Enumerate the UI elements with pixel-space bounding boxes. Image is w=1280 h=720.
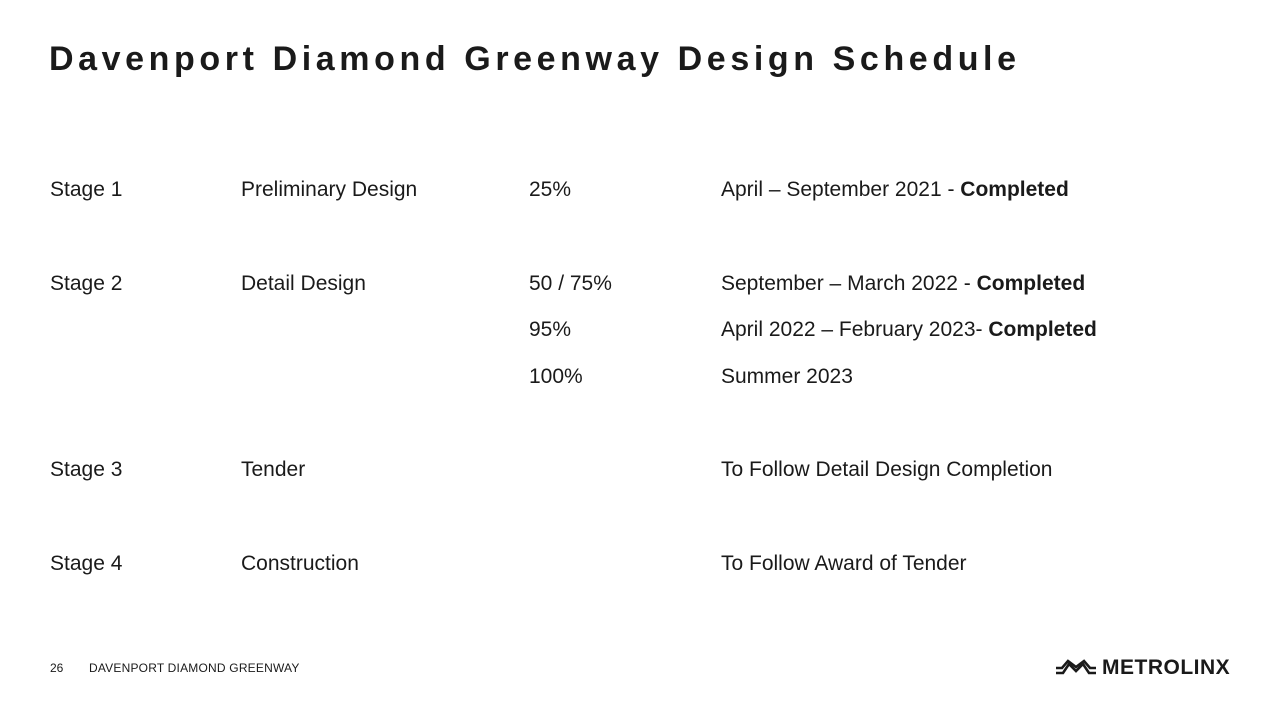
stage-name: Construction <box>241 552 359 575</box>
milestone-status: Completed <box>988 318 1097 341</box>
stage-name: Preliminary Design <box>241 178 418 201</box>
milestone-dates <box>721 364 853 390</box>
milestone-date-range: Summer 2023 <box>721 365 853 388</box>
logo-text: METROLINX <box>1102 656 1231 679</box>
milestone-date-range: April – September 2021 - <box>721 178 961 201</box>
milestone-dates <box>721 177 1069 203</box>
milestone-percent: 50 / 75% <box>529 272 612 295</box>
stage-name: Detail Design <box>241 272 366 295</box>
milestone-dates <box>721 271 1085 297</box>
stage-name: Tender <box>241 458 306 481</box>
milestone-dates: To Follow Detail Design Completion <box>721 458 1053 481</box>
milestone-dates: To Follow Award of Tender <box>721 552 967 575</box>
milestone-date-range: April 2022 – February 2023- <box>721 318 989 341</box>
stage-label: Stage 3 <box>50 458 123 481</box>
page-title: Davenport Diamond Greenway Design Schedule <box>49 40 1021 78</box>
milestone-status: Completed <box>960 178 1069 201</box>
milestone-status: Completed <box>976 272 1086 295</box>
milestone-date-range: September – March 2022 - <box>721 272 977 295</box>
stage-label: Stage 4 <box>50 552 123 575</box>
milestone-percent: 25% <box>529 178 572 201</box>
milestone-percent: 100% <box>529 365 583 388</box>
stage-label: Stage 2 <box>50 272 123 295</box>
footer-label: DAVENPORT DIAMOND GREENWAY <box>89 661 300 675</box>
metrolinx-logo <box>1055 654 1230 682</box>
metrolinx-wave-icon <box>1055 659 1097 677</box>
milestone-percent: 95% <box>529 318 572 341</box>
stage-label: Stage 1 <box>50 178 123 201</box>
page-number: 26 <box>50 661 64 675</box>
milestone-dates <box>721 317 1097 343</box>
